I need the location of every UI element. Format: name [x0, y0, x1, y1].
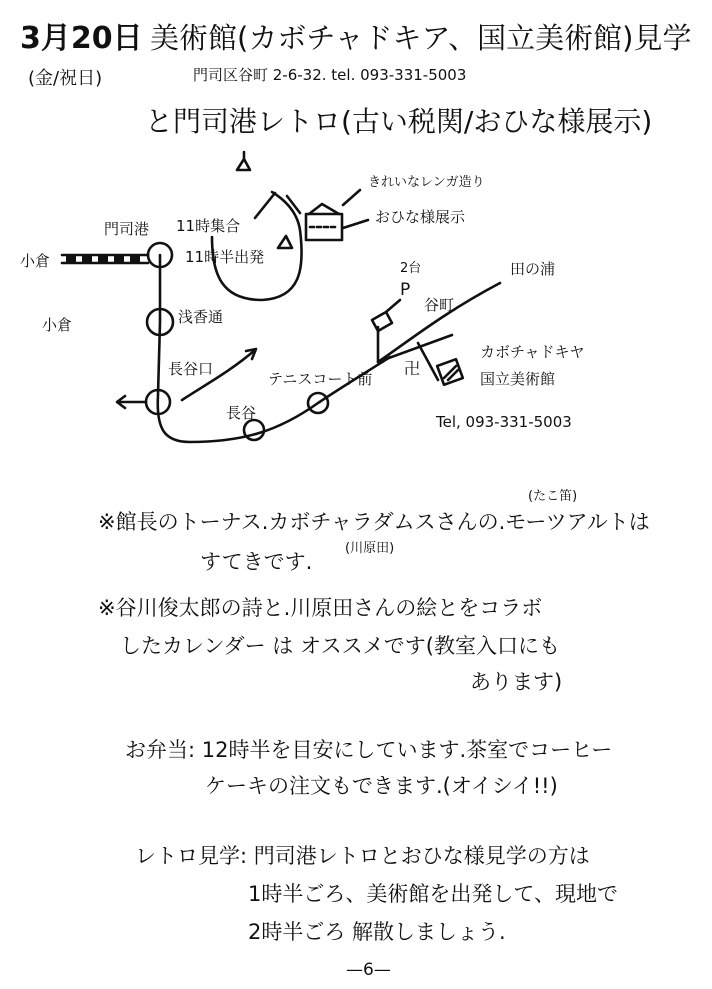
triangle-marker-icon — [278, 236, 292, 248]
main-road — [158, 255, 390, 442]
label-brick-building: きれいなレンガ造り — [368, 175, 485, 190]
label-museum-tel: Tel, 093-331-5003 — [436, 413, 572, 431]
note1-ruby-takobue: (たこ笛) — [528, 489, 578, 504]
railway-line — [62, 255, 148, 263]
note2-line1: ※谷川俊太郎の詩と.川原田さんの絵とをコラボ — [98, 596, 543, 620]
label-tanoura: 田の浦 — [510, 260, 556, 278]
museum-building-icon — [306, 204, 342, 240]
note4-line2: 1時半ごろ、美術館を出発して、現地で — [248, 882, 618, 906]
label-hina-display: おひな様展示 — [375, 208, 466, 226]
loop-road — [212, 192, 302, 300]
arrow-left-icon — [117, 396, 146, 408]
parking-marker — [372, 300, 400, 331]
note2-line2: したカレンダー は オススメです(教室入口にも — [120, 634, 560, 658]
svg-text:卍: 卍 — [404, 359, 421, 378]
note3-line1: お弁当: 12時半を目安にしています.茶室でコーヒー — [125, 738, 613, 762]
route-map — [0, 140, 712, 460]
event-subtitle: と門司港レトロ(古い税関/おひな様展示) — [145, 105, 653, 138]
label-tennis-court: テニスコート前 — [268, 370, 373, 388]
museum-address: 門司区谷町 2-6-32. tel. 093-331-5003 — [193, 66, 467, 84]
label-asahimachi: 浅香通 — [178, 308, 224, 326]
event-title: 美術館(カボチャドキア、国立美術館)見学 — [150, 21, 692, 55]
note1-ruby-kawaharada: (川原田) — [345, 541, 395, 556]
north-arrow-icon — [237, 152, 250, 170]
label-parking-cars: 2台 — [400, 261, 422, 276]
event-day: (金/祝日) — [28, 68, 103, 89]
label-kokura-top: 小倉 — [20, 252, 51, 270]
label-hasedani: 長谷口 — [168, 360, 214, 378]
label-parking-p: P — [400, 280, 411, 300]
note4-line1: レトロ見学: 門司港レトロとおひな様見学の方は — [135, 844, 590, 868]
note4-line3: 2時半ごろ 解散しましょう. — [248, 920, 506, 944]
note1-line2: すてきです. — [200, 550, 313, 574]
label-depart-time: 11時半出発 — [185, 248, 265, 266]
note3-line2: ケーキの注文もできます.(オイシイ!!) — [205, 774, 558, 798]
label-moji-port: 門司港 — [104, 220, 150, 238]
event-date: 3月20日 — [20, 21, 143, 56]
label-meet-time: 11時集合 — [176, 217, 241, 235]
label-tanimachi: 谷町 — [424, 296, 455, 314]
note2-line3: あります) — [470, 670, 563, 694]
station-hase — [244, 420, 264, 440]
page-number: —6— — [346, 960, 391, 980]
label-kokura-bottom: 小倉 — [42, 316, 73, 334]
label-hase: 長谷 — [226, 404, 257, 422]
museum-marker-icon — [437, 359, 463, 385]
label-museum-name-1: カボチャドキヤ — [480, 343, 585, 361]
museum-road — [418, 343, 438, 380]
note1-line1: ※館長のトーナス.カボチャラダムスさんの.モーツアルトは — [98, 510, 650, 534]
label-museum-name-2: 国立美術館 — [480, 370, 556, 388]
side-street — [378, 327, 452, 362]
